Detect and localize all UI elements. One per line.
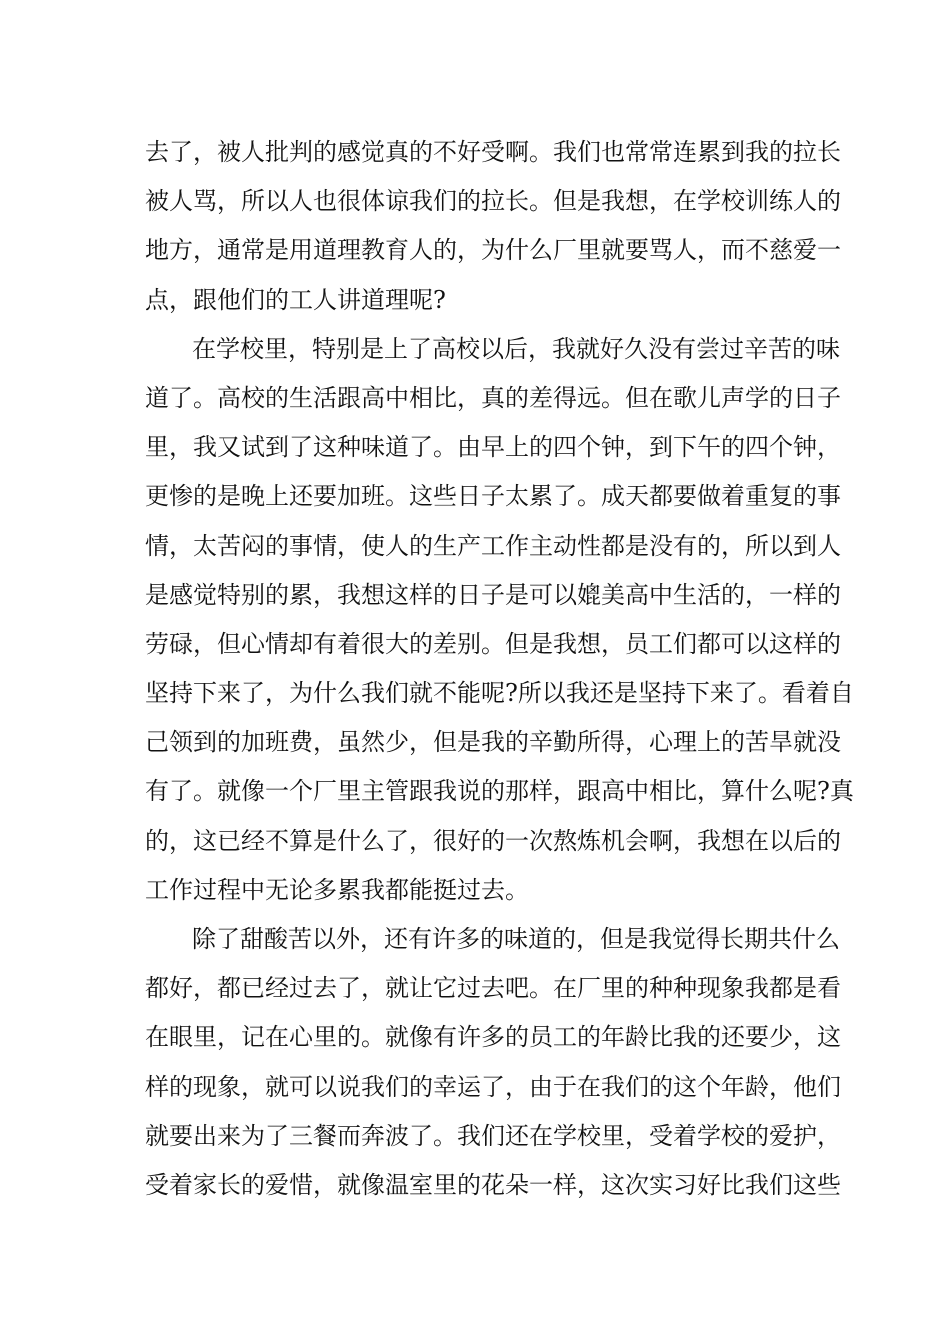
- text-line: 坚持下来了，为什么我们就不能呢?所以我还是坚持下来了。看着自: [145, 679, 854, 708]
- text-line: 就要出来为了三餐而奔波了。我们还在学校里，受着学校的爱护，: [145, 1121, 841, 1150]
- paragraph-1: [145, 128, 841, 325]
- text-line: 道了。高校的生活跟高中相比，真的差得远。但在歌儿声学的日子: [145, 383, 841, 412]
- body-text: [145, 128, 854, 1210]
- text-line: 被人骂，所以人也很体谅我们的拉长。但是我想，在学校训练人的: [145, 187, 841, 216]
- text-line: 劳碌，但心情却有着很大的差别。但是我想，员工们都可以这样的: [145, 629, 841, 658]
- text-line: 里，我又试到了这种味道了。由早上的四个钟，到下午的四个钟，: [145, 433, 841, 462]
- paragraph-3: [145, 915, 841, 1210]
- text-line: 都好，都已经过去了，就让它过去吧。在厂里的种种现象我都是看: [145, 974, 841, 1003]
- text-line: 有了。就像一个厂里主管跟我说的那样，跟高中相比，算什么呢?真: [145, 777, 854, 806]
- text-line: 去了，被人批判的感觉真的不好受啊。我们也常常连累到我的拉长: [145, 138, 841, 166]
- text-line: 是感觉特别的累，我想这样的日子是可以媲美高中生活的，一样的: [145, 580, 841, 609]
- text-line: 在眼里，记在心里的。就像有许多的员工的年龄比我的还要少，这: [145, 1023, 841, 1052]
- text-line: 情，太苦闷的事情，使人的生产工作主动性都是没有的，所以到人: [145, 531, 841, 560]
- text-line: 样的现象，就可以说我们的幸运了，由于在我们的这个年龄，他们: [145, 1072, 841, 1101]
- text-line: 更惨的是晚上还要加班。这些日子太累了。成天都要做着重复的事: [145, 482, 841, 511]
- text-line: 受着家长的爱惜，就像温室里的花朵一样，这次实习好比我们这些: [145, 1170, 841, 1199]
- text-line: 己领到的加班费，虽然少，但是我的辛勤所得，心理上的苦旱就没: [145, 728, 841, 757]
- paragraph-2: [145, 325, 854, 915]
- text-line: 工作过程中无论多累我都能挺过去。: [145, 875, 529, 904]
- text-line: 除了甜酸苦以外，还有许多的味道的，但是我觉得长期共什么: [192, 925, 840, 953]
- text-line: 的，这已经不算是什么了，很好的一次熬炼机会啊，我想在以后的: [145, 826, 841, 855]
- text-line: 在学校里，特别是上了高校以后，我就好久没有尝过辛苦的味: [192, 334, 840, 363]
- text-line: 点，跟他们的工人讲道理呢?: [145, 285, 446, 314]
- text-line: 地方，通常是用道理教育人的，为什么厂里就要骂人，而不慈爱一: [145, 236, 841, 265]
